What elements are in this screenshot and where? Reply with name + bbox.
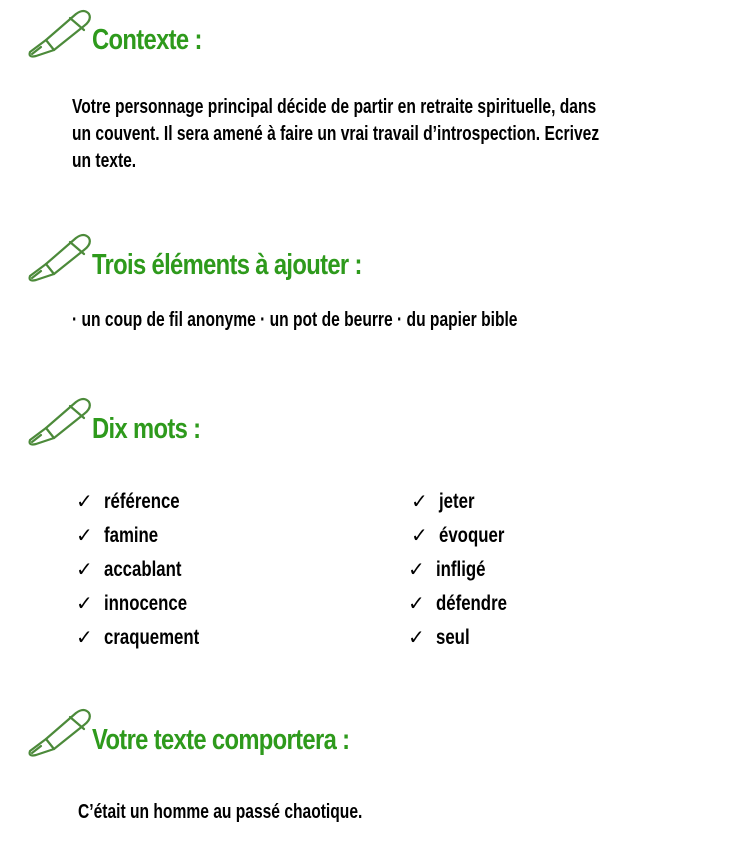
checkmark-icon: ✓ xyxy=(76,559,93,581)
word-item xyxy=(76,621,223,655)
word-item xyxy=(408,587,525,621)
contexte-line-3: un texte. xyxy=(72,150,137,172)
checkmark-icon: ✓ xyxy=(408,627,425,649)
fountain-pen-icon xyxy=(24,705,92,759)
comportera-line: C’était un homme au passé chaotique. xyxy=(78,801,363,823)
word-label: craquement xyxy=(104,626,200,649)
fountain-pen-icon xyxy=(24,6,92,60)
word-label: défendre xyxy=(436,592,507,615)
section-title-comportera: Votre texte comportera : xyxy=(92,724,350,756)
fountain-pen-icon xyxy=(24,230,92,284)
word-item xyxy=(76,553,201,587)
section-title-contexte: Contexte : xyxy=(92,24,202,56)
word-item xyxy=(76,485,199,519)
word-item xyxy=(408,621,478,655)
word-item xyxy=(411,519,521,553)
word-item xyxy=(76,519,172,553)
checkmark-icon: ✓ xyxy=(411,525,428,547)
word-label: famine xyxy=(104,524,159,547)
checkmark-icon: ✓ xyxy=(76,627,93,649)
word-item xyxy=(76,587,208,621)
checkmark-icon: ✓ xyxy=(411,491,428,513)
word-label: évoquer xyxy=(439,524,505,547)
word-item xyxy=(408,553,498,587)
section-title-elements: Trois éléments à ajouter : xyxy=(92,249,362,281)
elements-line: · un coup de fil anonyme · un pot de beurre · du papier bible xyxy=(72,309,518,331)
word-label: référence xyxy=(104,490,180,513)
word-item xyxy=(411,485,483,519)
word-label: seul xyxy=(436,626,470,649)
contexte-line-2: un couvent. Il sera amené à faire un vrai travail d’introspection. Ecrivez xyxy=(72,123,600,145)
checkmark-icon: ✓ xyxy=(408,559,425,581)
checkmark-icon: ✓ xyxy=(76,491,93,513)
checkmark-icon: ✓ xyxy=(76,593,93,615)
word-label: innocence xyxy=(104,592,188,615)
contexte-line-1: Votre personnage principal décide de partir en retraite spirituelle, dans xyxy=(72,96,597,118)
word-label: accablant xyxy=(104,558,182,581)
checkmark-icon: ✓ xyxy=(76,525,93,547)
section-title-mots: Dix mots : xyxy=(92,413,201,445)
checkmark-icon: ✓ xyxy=(408,593,425,615)
fountain-pen-icon xyxy=(24,394,92,448)
word-label: jeter xyxy=(439,490,475,513)
word-label: infligé xyxy=(436,558,486,581)
